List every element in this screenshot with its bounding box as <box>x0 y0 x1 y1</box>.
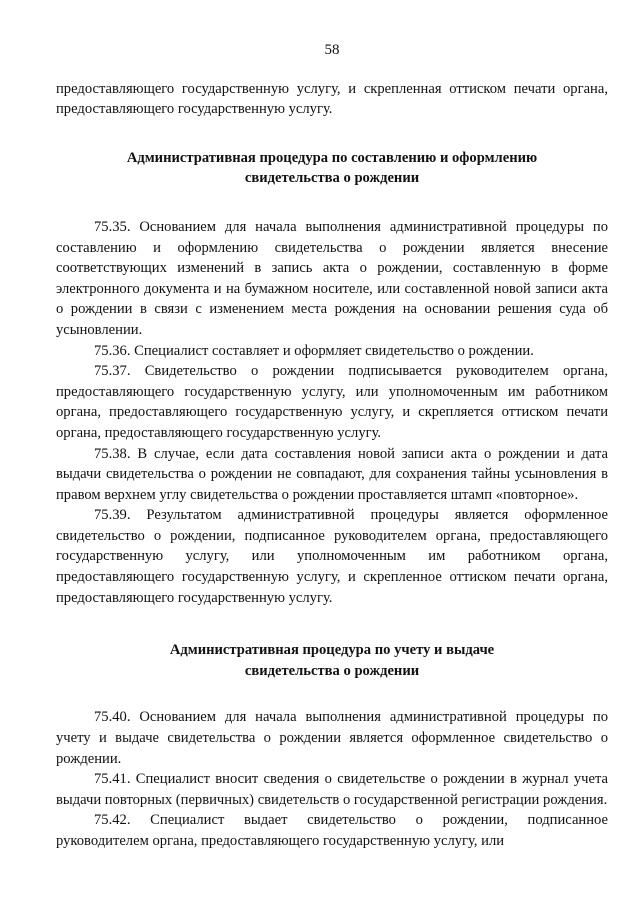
paragraph-75-37: 75.37. Свидетельство о рождении подписывается руководителем органа, предоставляющего государственную услугу, или уполномоченным им работником органа, предоставляющего государственную услугу, и скрепляется оттиском печати органа, предоставляющего государственную услугу. <box>56 363 608 441</box>
paragraph-75-38: 75.38. В случае, если дата составления новой записи акта о рождении и дата выдачи свидетельства о рождении не совпадают, для сохранения тайны усыновления в правом верхнем углу свидетельства о рождении проставляется штамп «повторное». <box>56 445 608 503</box>
section-heading-line: свидетельства о рождении <box>244 170 420 187</box>
page-number: 58 <box>324 42 340 58</box>
section-heading-line: Административная процедура по учету и выдаче <box>169 642 495 659</box>
paragraph-75-42: 75.42. Специалист выдает свидетельство о рождении, подписанное руководителем органа, предоставляющего государственную услугу, или <box>56 812 608 849</box>
paragraph-75-40: 75.40. Основанием для начала выполнения административной процедуры по учету и выдаче свидетельства о рождении является оформленное свидетельство о рождении. <box>56 709 608 767</box>
document-page <box>56 40 608 852</box>
section-heading-line: свидетельства о рождении <box>244 662 420 679</box>
section-heading-line: Административная процедура по составлению и оформлению <box>126 149 538 166</box>
paragraph-75-39: 75.39. Результатом административной процедуры является оформленное свидетельство о рождении, подписанное руководителем органа, предоставляющего государственную услугу, или уполномоченным им работником органа, предоставляющего государственную услугу, и скрепленное оттиском печати органа, предоставляющего государственную услугу. <box>56 507 608 606</box>
paragraph-75-36: 75.36. Специалист составляет и оформляет свидетельство о рождении. <box>94 342 534 359</box>
intro-paragraph: предоставляющего государственную услугу, и скрепленная оттиском печати органа, предоставляющего государственную услугу. <box>56 80 608 118</box>
paragraph-75-35: 75.35. Основанием для начала выполнения административной процедуры по составлению и оформлению свидетельства о рождении является внесение соответствующих изменений в запись акта о рождении, составленную в форме электронного документа и на бумажном носителе, или составленной новой записи акта о рождении в связи с изменением места рождения на основании решения суда об усыновлении. <box>56 218 608 338</box>
paragraph-75-41: 75.41. Специалист вносит сведения о свидетельстве о рождении в журнал учета выдачи повторных (первичных) свидетельств о государственной регистрации рождения. <box>56 771 608 808</box>
section-heading-birth-certificate-issuance <box>56 640 608 681</box>
section-heading-birth-certificate-preparation <box>56 148 608 189</box>
